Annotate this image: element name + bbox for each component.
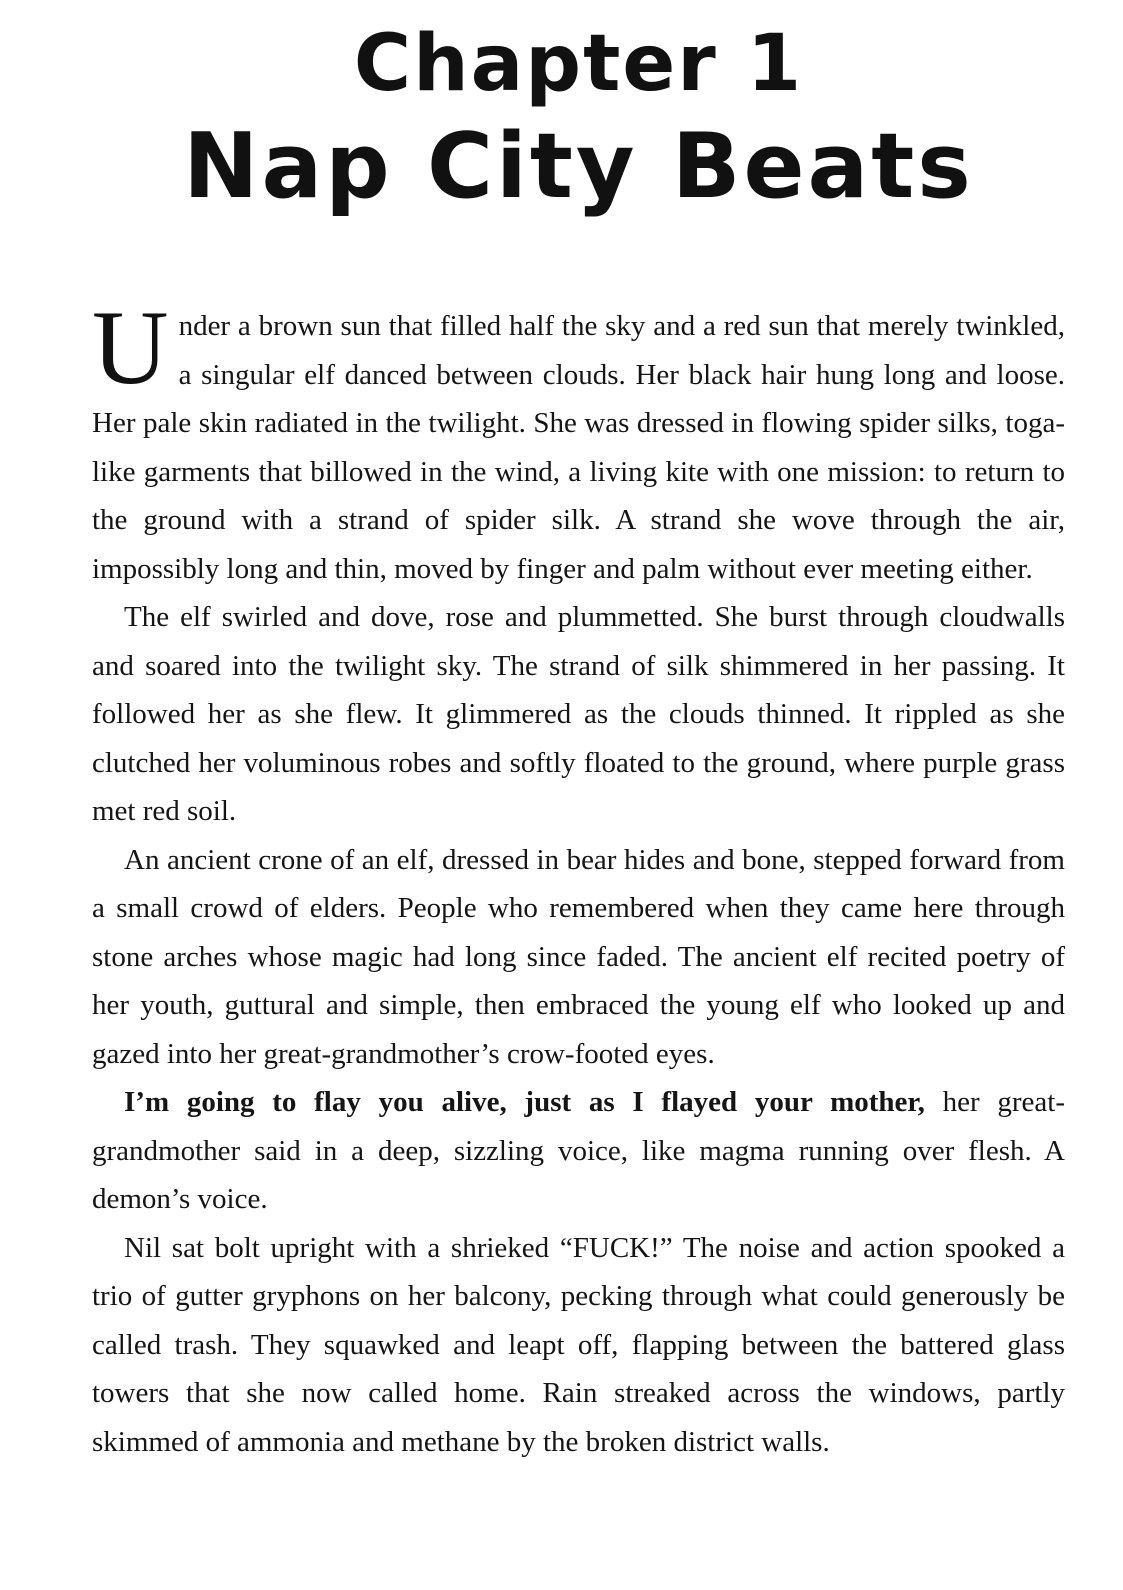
- drop-cap: U: [92, 289, 169, 407]
- bold-dialogue: I’m going to flay you alive, just as I flayed your mother,: [124, 1086, 925, 1119]
- paragraph-5: Nil sat bolt upright with a shrieked “FUCK!” The noise and action spooked a trio of gutter gryphons on her balcony, pecking through what could generously be called trash. They squawked and leapt off, flapping between the battered glass towers that she now called home. Rain streaked across the windows, partly skimmed of ammonia and methane by the broken district walls.: [92, 1231, 1065, 1458]
- chapter-number: Chapter 1: [353, 19, 804, 109]
- paragraph-1-text: nder a brown sun that filled half the sky and a red sun that merely twinkled, a singular elf danced between clouds. Her black hair hung long and loose. Her pale skin radiated in the twilight. She was dressed in flowing spider silks, toga-like garments that billowed in the wind, a living kite with one mission: to return to the ground with a strand of spider silk. A strand she wove through the air, impossibly long and thin, moved by finger and palm without ever meeting either.: [92, 310, 1065, 585]
- paragraph-1: [92, 289, 1065, 593]
- chapter-title: Nap City Beats: [183, 114, 974, 220]
- chapter-heading: [92, 20, 1065, 220]
- paragraph-4-text: her great-grandmother said in a deep, sizzling voice, like magma running over flesh. A demon’s voice.: [92, 1086, 1065, 1216]
- chapter-body: [92, 289, 1065, 1466]
- paragraph-3: An ancient crone of an elf, dressed in bear hides and bone, stepped forward from a small crowd of elders. People who remembered when they came here through stone arches whose magic had long since faded. The ancient elf recited poetry of her youth, guttural and simple, then embraced the young elf who looked up and gazed into her great-grandmother’s crow-footed eyes.: [92, 843, 1065, 1070]
- paragraph-2: The elf swirled and dove, rose and plummetted. She burst through cloudwalls and soared into the twilight sky. The strand of silk shimmered in her passing. It followed her as she flew. It glimmered as the clouds thinned. It rippled as she clutched her voluminous robes and softly floated to the ground, where purple grass met red soil.: [92, 601, 1065, 828]
- paragraph-4: [92, 1078, 1065, 1224]
